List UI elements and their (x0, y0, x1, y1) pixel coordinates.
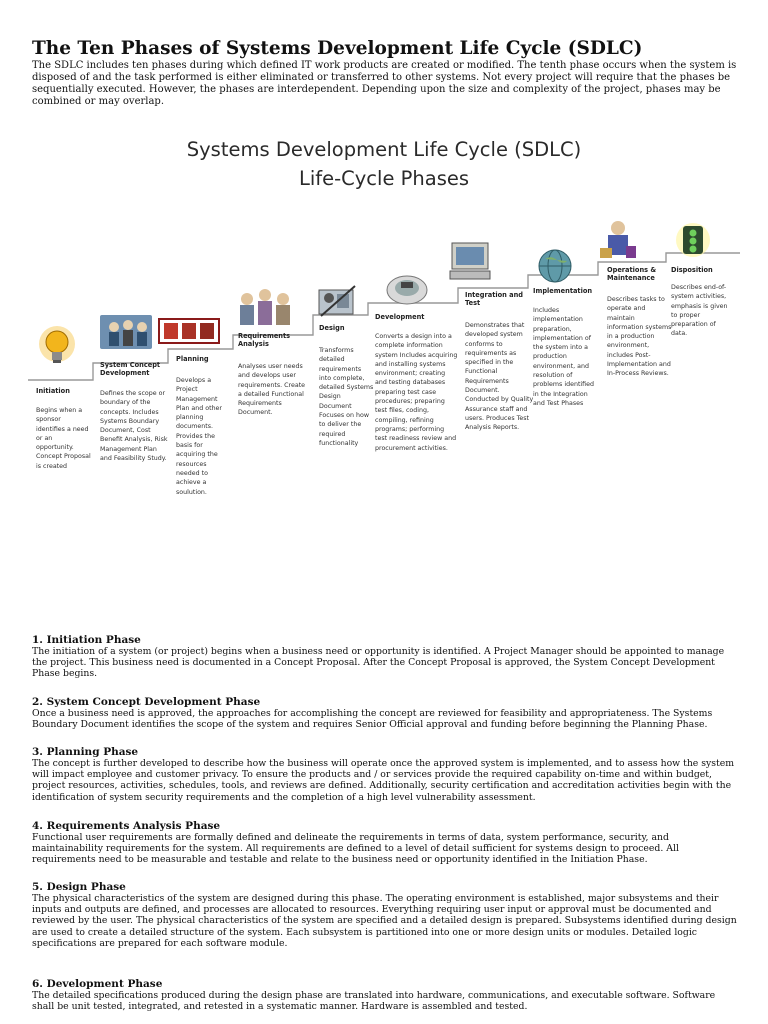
document-intro: The SDLC includes ten phases during which defined IT work products are created or modified. The tenth phase occurs when the system is disposed of and the task performed is either eliminated or transferred to other systems. Not every project will require that the phases be sequentially executed. However, the phases are interdependent. Depending upon the size and complexity of the project, phases may be combined or may overlap. (32, 60, 737, 107)
phase-title-operations: Operations & Maintenance (607, 266, 657, 282)
document-title: The Ten Phases of Systems Development Life Cycle (SDLC) (32, 38, 643, 59)
phase-title-requirements: Requirements Analysis (238, 332, 291, 348)
phase-desc-integration: Demonstrates that developed system conforms to requirements as specified in the Functional Requirements Document. Conducted by Quality Assurance staff and users. Produces Test Analysis Reports. (465, 322, 534, 432)
phase-title-initiation: Initiation (36, 387, 70, 395)
traffic-light-icon (670, 220, 716, 264)
phase-desc-implementation: Includes implementation preparation, implementation of the system into a production environment, and resolution of problems identified in the Integration and Test Phases (533, 307, 595, 407)
sdlc-figure (28, 125, 740, 540)
section-system-concept (32, 696, 740, 730)
section-heading: 3. Planning Phase (32, 746, 139, 758)
section-heading: 2. System Concept Development Phase (32, 696, 261, 708)
phase-desc-initiation: Begins when a sponsor identifies a need or an opportunity. Concept Proposal is created (36, 407, 91, 470)
computer-icon (446, 239, 494, 287)
people-group-icon (233, 285, 297, 333)
phase-desc-operations: Describes tasks to operate and maintain information systems in a production environment, includes Post-Implementation and In-Process Reviews. (607, 296, 672, 378)
section-body: Once a business need is approved, the approaches for accomplishing the concept are reviewed for feasibility and appropriateness. The Systems Boundary Document identifies the scope of the system and requires Senior Official approval and funding before beginning the Planning Phase. (32, 708, 713, 731)
phase-title-implementation: Implementation (533, 287, 593, 295)
section-body: The physical characteristics of the system are designed during this phase. The operating environment is established, major subsystems and their inputs and outputs are defined, and processes are allocated to resources. Everything requiring user input or approval must be documented and reviewed by the user. The physical characteristics of the system are specified and a detailed design is prepared. Subsystems identified during design are used to create a detailed structure of the system. Each subsystem is partitioned into one or more design units or modules. Detailed logic specifications are prepared for each software module. (32, 893, 737, 949)
section-initiation (32, 634, 740, 680)
phase-desc-planning: Develops a Project Management Plan and other planning documents. Provides the basis for acquiring the resources needed to achieve a soulution. (176, 377, 223, 496)
figure-title-line1: Systems Development Life Cycle (SDLC) (186, 138, 582, 161)
section-body: Functional user requirements are formally defined and delineate the requirements in terms of data, system performance, security, and maintainability requirements for the system. All requirements are defined to a level of detail sufficient for systems design to proceed. All requirements need to be measurable and testable and relate to the business need or opportunity identified in the Initiation Phase. (32, 832, 679, 866)
globe-icon (535, 247, 575, 289)
phase-title-system-concept: System Concept Development (100, 361, 161, 377)
disk-icon (383, 272, 431, 310)
design-tools-icon (315, 280, 359, 324)
phase-desc-system-concept: Defines the scope or boundary of the concepts. Includes Systems Boundary Document, Cost Benefit Analysis, Risk Management Plan and Feasibility Study. (100, 390, 168, 463)
section-heading: 4. Requirements Analysis Phase (32, 820, 221, 832)
section-body: The initiation of a system (or project) begins when a business need or opportunity is identified. A Project Manager should be appointed to manage the project. This business need is documented in a Concept Proposal. After the Concept Proposal is approved, the System Concept Development Phase begins. (32, 646, 725, 680)
figure-title (28, 135, 740, 193)
section-heading: 1. Initiation Phase (32, 634, 141, 646)
phase-desc-development: Converts a design into a complete information system Includes acquiring and installing systems environment; creating and testing databases preparing test case procedures; preparing test files, coding, compiling, refining programs; performing test readiness review and procurement activities. (375, 333, 458, 452)
phase-title-development: Development (375, 313, 425, 321)
phase-desc-design: Transforms detailed requirements into complete, detailed Systems Design Document Focuses on how to deliver the required functionality (319, 347, 374, 447)
phase-title-integration: Integration and Test (465, 291, 523, 307)
section-design (32, 881, 740, 949)
phase-desc-disposition: Describes end-of-system activities, emphasis is given to proper preparation of data. (671, 284, 728, 338)
section-requirements (32, 820, 740, 866)
operator-icon (598, 218, 638, 266)
planning-docs-icon (158, 315, 220, 349)
section-development (32, 978, 740, 1012)
lightbulb-icon (33, 322, 81, 374)
section-body: The detailed specifications produced during the design phase are translated into hardware, communications, and executable software. Software shall be unit tested, integrated, and retested in a systematic manner. Hardware is assembled and tested. (32, 990, 716, 1013)
section-heading: 6. Development Phase (32, 978, 163, 990)
phase-title-planning: Planning (176, 355, 209, 363)
section-heading: 5. Design Phase (32, 881, 126, 893)
section-body: The concept is further developed to describe how the business will operate once the approved system is implemented, and to assess how the system will impact employee and customer privacy. To ensure the products and / or services provide the required capability on-time and within budget, project resources, activities, schedules, tools, and reviews are defined. Additionally, security certification and accreditation activities begin with the identification of system security requirements and the completion of a high level vulnerability assessment. (32, 758, 735, 803)
section-planning (32, 746, 740, 803)
phase-desc-requirements: Analyses user needs and develops user requirements. Create a detailed Functional Requirements Document. (238, 363, 306, 417)
phase-title-design: Design (319, 324, 345, 332)
figure-title-line2: Life-Cycle Phases (298, 167, 470, 190)
team-meeting-icon (98, 309, 154, 357)
phase-title-disposition: Disposition (671, 266, 713, 274)
